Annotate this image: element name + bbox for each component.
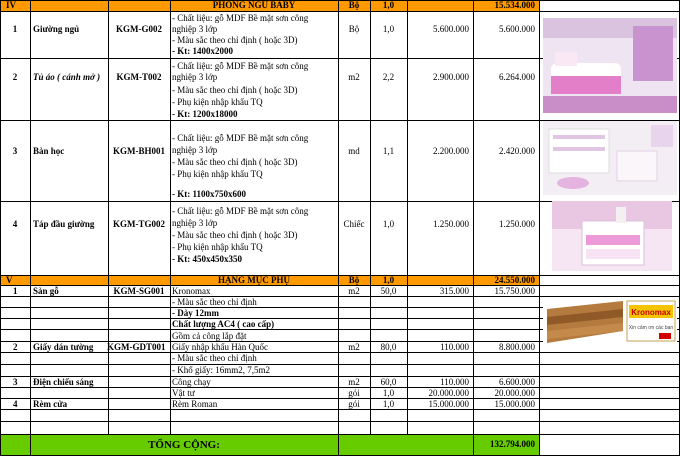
item-qty: 80,0 — [380, 342, 397, 352]
item-unit: gói — [348, 388, 360, 398]
item-unit: m2 — [348, 286, 360, 296]
item-name: Điện chiếu sáng — [33, 377, 94, 387]
item-name: Giấy dán tường — [33, 342, 94, 352]
item-desc-line: - Phụ kiện nhập khẩu TQ — [172, 97, 263, 107]
item-unit: Chiếc — [343, 219, 365, 229]
item-amount: 5.600.000 — [499, 24, 535, 34]
item-unit: m2 — [348, 72, 360, 82]
item-desc-line: - Kt: 450x450x350 — [172, 254, 242, 264]
section-iv-number: IV — [6, 0, 17, 10]
item-amount: 1.250.000 — [499, 219, 535, 229]
item-number: 1 — [13, 286, 18, 296]
item-desc-line: - Khổ giấy: 16mm2, 7,5m2 — [172, 365, 270, 375]
item-desc-line: - Màu sắc theo chỉ định — [172, 353, 257, 363]
item-price: 5.600.000 — [433, 24, 469, 34]
item-price: 110.000 — [440, 377, 469, 387]
item-number: 4 — [13, 399, 18, 409]
item-desc-line: - Phụ kiện nhập khẩu TQ — [172, 169, 263, 179]
bed-picture — [543, 18, 677, 113]
item-unit: Bộ — [348, 24, 360, 34]
item-amount: 2.420.000 — [499, 146, 535, 156]
item-desc-line: Gồm cả công lắp đặt — [172, 331, 247, 341]
item-code: KGM-GDT001 — [107, 342, 166, 352]
item-qty: 2,2 — [382, 72, 395, 82]
item-price: 1.250.000 — [433, 219, 469, 229]
item-unit: m2 — [348, 342, 360, 352]
item-unit: gói — [348, 399, 360, 409]
item-desc-line: nghiệp 3 lớp — [172, 218, 218, 228]
item-desc-line: Công chạy — [172, 377, 211, 387]
item-desc-line: - Phụ kiện nhập khẩu TQ — [172, 242, 263, 252]
item-price: 110.000 — [440, 342, 469, 352]
item-amount: 8.800.000 — [499, 342, 535, 352]
item-desc-line: - Kt: 1100x750x600 — [172, 189, 246, 199]
item-code: KGM-SG001 — [113, 286, 165, 296]
item-desc-line: Kronomax — [172, 286, 211, 296]
item-code: KGM-T002 — [116, 72, 162, 82]
item-name: Bàn học — [33, 146, 65, 156]
item-desc-line: - Kt: 1200x18000 — [172, 109, 238, 119]
item-desc-line: - Màu sắc theo chỉ định ( hoặc 3D) — [172, 230, 298, 240]
item-desc-line: - Chất liệu: gỗ MDF Bề mặt sơn công — [172, 133, 309, 143]
item-qty: 1,0 — [382, 219, 395, 229]
section-v-qty: 1,0 — [382, 275, 395, 285]
item-price: 20.000.000 — [428, 388, 469, 398]
item-qty: 60,0 — [380, 377, 397, 387]
item-number: 2 — [12, 72, 18, 82]
item-code: KGM-G002 — [116, 24, 162, 34]
item-number: 3 — [13, 377, 18, 387]
section-iv-total: 15.534.000 — [494, 0, 535, 10]
section-iv-unit: Bộ — [348, 0, 360, 10]
item-desc-line: - Màu sắc theo chỉ định ( hoặc 3D) — [172, 35, 298, 45]
item-desc-line: - Màu sắc theo chỉ định — [172, 297, 257, 307]
item-name: Sàn gỗ — [33, 286, 59, 296]
item-desc-line: - Màu sắc theo chỉ định ( hoặc 3D) — [172, 85, 298, 95]
item-code: KGM-BH001 — [113, 146, 165, 156]
item-desc-line: - Chất liệu: gỗ MDF Bề mặt sơn công — [172, 13, 309, 23]
item-number: 2 — [13, 342, 18, 352]
total-value: 132.794.000 — [490, 439, 535, 449]
kronomax-logo-tagline: Xin cảm ơn các bạn — [628, 325, 674, 331]
item-desc-line: Vật tư — [172, 388, 195, 398]
item-desc-line: Chất lượng AC4 ( cao cấp) — [172, 319, 275, 329]
section-iv-title: PHÒNG NGỦ BABY — [212, 0, 296, 10]
total-label: TỔNG CỘNG: — [148, 439, 220, 451]
item-unit: md — [348, 146, 360, 156]
item-amount: 6.600.000 — [499, 377, 535, 387]
item-name: Giường ngủ — [33, 24, 80, 34]
item-code: KGM-TG002 — [113, 219, 165, 229]
item-name: Tủ áo ( cánh mở ) — [33, 72, 101, 82]
item-number: 3 — [12, 146, 18, 156]
item-amount: 15.750.000 — [494, 286, 535, 296]
item-name: Táp đầu giường — [33, 219, 95, 229]
item-desc-line: nghiệp 3 lớp — [172, 24, 218, 34]
item-price: 2.900.000 — [433, 72, 469, 82]
item-desc-line: - Chất liệu: gỗ MDF Bề mặt sơn công — [172, 206, 309, 216]
section-v-number: V — [6, 275, 13, 285]
item-number: 1 — [12, 24, 18, 34]
item-desc-line: nghiệp 3 lớp — [172, 145, 218, 155]
item-amount: 6.264.000 — [499, 72, 535, 82]
item-price: 2.200.000 — [433, 146, 469, 156]
item-number: 4 — [12, 219, 18, 229]
section-v-title: HẠNG MỤC PHỤ — [218, 275, 290, 285]
section-v-unit: Bộ — [348, 275, 360, 285]
item-desc-line: - Kt: 1400x2000 — [172, 46, 233, 56]
item-desc-line: - Màu sắc theo chỉ định ( hoặc 3D) — [172, 157, 298, 167]
item-desc-line: nghiệp 3 lớp — [172, 72, 218, 82]
item-desc-line: - Dày 12mm — [172, 308, 219, 318]
section-v-total: 24.550.000 — [494, 275, 535, 285]
kronomax-logo-text: Kronomax — [631, 308, 671, 317]
section-iv-qty: 1,0 — [382, 0, 395, 10]
item-desc-line: - Chất liệu: gỗ MDF Bề mặt sơn công — [172, 61, 309, 71]
item-desc-line: Rèm Roman — [172, 399, 218, 409]
item-amount: 20.000.000 — [494, 388, 535, 398]
wardrobe-picture — [543, 121, 677, 195]
nightstand-picture — [552, 201, 672, 271]
item-price: 15.000.000 — [428, 399, 469, 409]
item-qty: 1,1 — [382, 146, 395, 156]
item-unit: m2 — [348, 377, 360, 387]
item-qty: 1,0 — [382, 24, 395, 34]
item-qty: 1,0 — [382, 388, 395, 398]
item-name: Rèm cửa — [33, 399, 68, 409]
item-qty: 50,0 — [380, 286, 397, 296]
item-amount: 15.000.000 — [494, 399, 535, 409]
item-price: 315.000 — [439, 286, 469, 296]
item-qty: 1,0 — [382, 399, 395, 409]
wood-floor-picture — [543, 297, 677, 347]
item-desc-line: Giấy nhập khẩu Hàn Quốc — [172, 342, 268, 352]
